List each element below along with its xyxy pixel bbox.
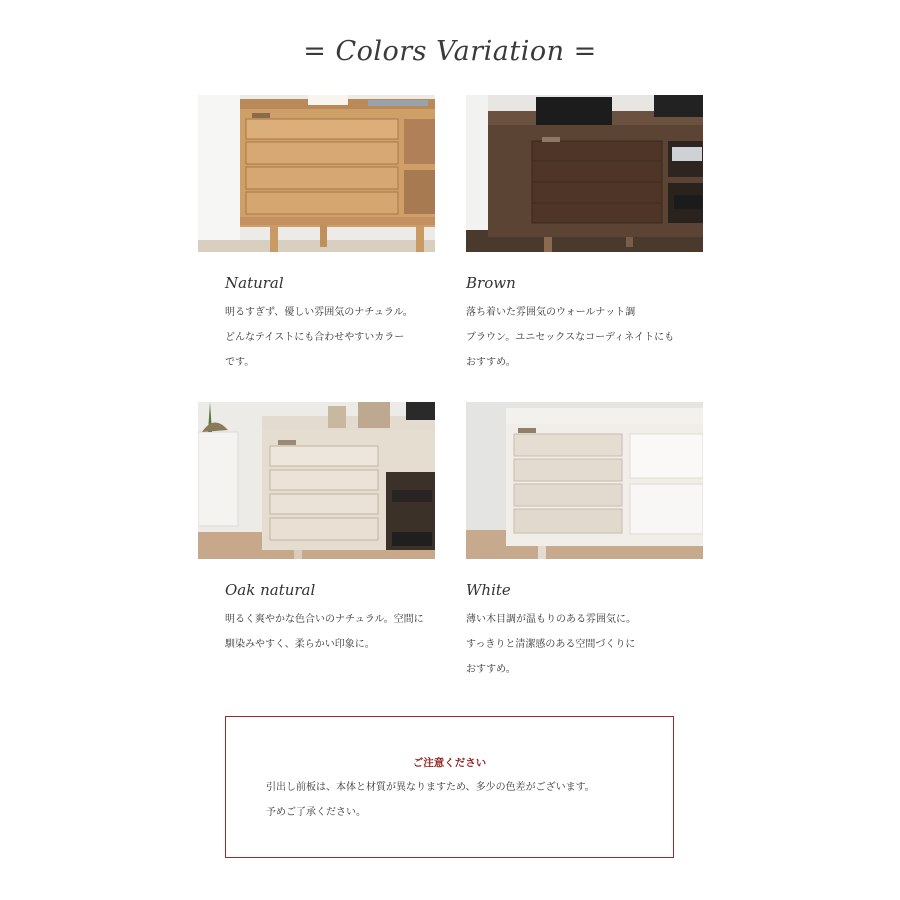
desc-line: おすすめ。 (466, 357, 516, 368)
notice-box (225, 716, 674, 858)
color-desc-brown (466, 300, 706, 375)
notice-title: ご注意ください (412, 757, 487, 769)
desc-line: どんなテイストにも合わせやすいカラー (225, 332, 405, 343)
notice-body (266, 775, 595, 825)
desc-line: 薄い木目調が温もりのある雰囲気に。 (466, 614, 636, 625)
desc-line: すっきりと清潔感のある空間づくりに (466, 639, 636, 650)
color-name-brown: Brown (466, 274, 516, 292)
desc-line: です。 (225, 357, 255, 368)
brown-photo (466, 95, 703, 252)
desc-line: 明るく爽やかな色合いのナチュラル。空間に (225, 614, 424, 625)
color-name-oak-natural: Oak natural (225, 581, 316, 599)
desc-line: おすすめ。 (466, 664, 516, 675)
section-title: = Colors Variation = (303, 36, 597, 67)
color-desc-oak-natural (225, 607, 465, 657)
color-name-natural: Natural (225, 274, 284, 292)
natural-photo (198, 95, 435, 252)
oak-natural-photo (198, 402, 435, 559)
desc-line: 落ち着いた雰囲気のウォールナット調 (466, 307, 636, 318)
notice-line: 引出し前板は、本体と材質が異なりますため、多少の色差がございます。 (266, 782, 595, 793)
desc-line: ブラウン。ユニセックスなコーディネイトにも (466, 332, 675, 343)
color-desc-natural (225, 300, 465, 375)
notice-line: 予めご了承ください。 (266, 807, 366, 818)
color-desc-white (466, 607, 706, 682)
white-photo (466, 402, 703, 559)
desc-line: 明るすぎず、優しい雰囲気のナチュラル。 (225, 307, 413, 318)
color-name-white: White (466, 581, 511, 599)
desc-line: 馴染みやすく、柔らかい印象に。 (225, 639, 375, 650)
